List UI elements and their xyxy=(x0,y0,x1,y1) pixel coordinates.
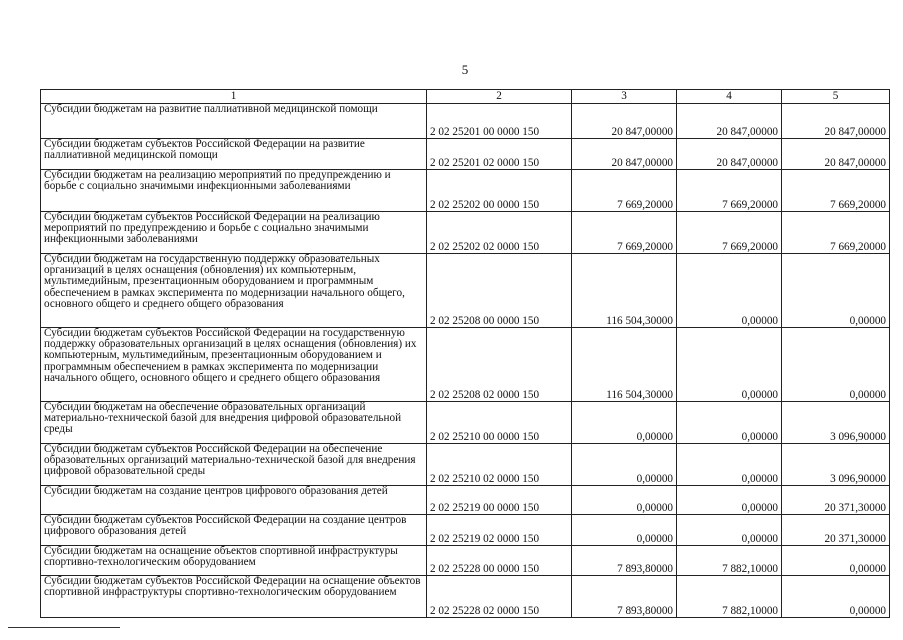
income-code-cell: 2 02 25202 02 0000 150 xyxy=(427,212,572,254)
income-code-cell: 2 02 25228 00 0000 150 xyxy=(427,546,572,576)
value-col3-cell: 7 669,20000 xyxy=(572,170,677,212)
value-col3-cell: 7 893,80000 xyxy=(572,546,677,576)
table-row xyxy=(41,104,890,139)
value-col5-cell: 20 847,00000 xyxy=(782,104,890,139)
income-name-cell: Субсидии бюджетам субъектов Российской Федерации на создание центров цифрового образования детей xyxy=(41,515,427,546)
income-name-cell: Субсидии бюджетам субъектов Российской Федерации на государственную поддержку образовательных организаций в целях оснащения (обновления) их компьютерным, мультимедийным, презентационным оборудованием и программным обеспечением в рамках эксперимента по модернизации начального общего, основного общего и среднего общего образования xyxy=(41,328,427,402)
value-col4-cell: 0,00000 xyxy=(677,515,782,546)
value-col3-cell: 7 893,80000 xyxy=(572,576,677,618)
value-col4-cell: 7 669,20000 xyxy=(677,212,782,254)
income-code-cell: 2 02 25208 00 0000 150 xyxy=(427,254,572,328)
table-row xyxy=(41,546,890,576)
footnote-divider xyxy=(8,627,120,628)
value-col5-cell: 0,00000 xyxy=(782,328,890,402)
value-col3-cell: 20 847,00000 xyxy=(572,104,677,139)
income-code-cell: 2 02 25208 02 0000 150 xyxy=(427,328,572,402)
page-number: 5 xyxy=(461,62,469,77)
income-code-cell: 2 02 25219 02 0000 150 xyxy=(427,515,572,546)
value-col4-cell: 7 669,20000 xyxy=(677,170,782,212)
table-row xyxy=(41,444,890,486)
value-col5-cell: 3 096,90000 xyxy=(782,444,890,486)
value-col5-cell: 3 096,90000 xyxy=(782,402,890,444)
table-row xyxy=(41,328,890,402)
value-col4-cell: 7 882,10000 xyxy=(677,546,782,576)
income-name-cell: Субсидии бюджетам субъектов Российской Федерации на реализацию мероприятий по предупреждению и борьбе с социально значимыми инфекционными заболеваниями xyxy=(41,212,427,254)
value-col3-cell: 116 504,30000 xyxy=(572,328,677,402)
income-code-cell: 2 02 25219 00 0000 150 xyxy=(427,486,572,515)
income-name-cell: Субсидии бюджетам субъектов Российской Федерации на развитие паллиативной медицинской помощи xyxy=(41,139,427,170)
table-row xyxy=(41,139,890,170)
table-row xyxy=(41,515,890,546)
value-col3-cell: 0,00000 xyxy=(572,402,677,444)
value-col3-cell: 0,00000 xyxy=(572,486,677,515)
value-col4-cell: 7 882,10000 xyxy=(677,576,782,618)
table-header-row xyxy=(41,90,890,104)
income-name-cell: Субсидии бюджетам на государственную поддержку образовательных организаций в целях оснащения (обновления) их компьютерным, мультимедийным, презентационным оборудованием и программным обеспечением в рамках эксперимента по модернизации начального общего, основного общего и среднего общего образования xyxy=(41,254,427,328)
table-row xyxy=(41,212,890,254)
column-header: 5 xyxy=(782,90,890,104)
income-name-cell: Субсидии бюджетам на развитие паллиативной медицинской помощи xyxy=(41,104,427,139)
column-header: 1 xyxy=(41,90,427,104)
value-col5-cell: 20 371,30000 xyxy=(782,486,890,515)
budget-table xyxy=(40,89,890,618)
value-col5-cell: 0,00000 xyxy=(782,546,890,576)
column-header: 3 xyxy=(572,90,677,104)
value-col5-cell: 20 847,00000 xyxy=(782,139,890,170)
table-row xyxy=(41,576,890,618)
income-name-cell: Субсидии бюджетам на оснащение объектов спортивной инфраструктуры спортивно-технологическим оборудованием xyxy=(41,546,427,576)
value-col3-cell: 0,00000 xyxy=(572,515,677,546)
income-name-cell: Субсидии бюджетам на обеспечение образовательных организаций материально-технической базой для внедрения цифровой образовательной среды xyxy=(41,402,427,444)
income-code-cell: 2 02 25201 02 0000 150 xyxy=(427,139,572,170)
column-header: 2 xyxy=(427,90,572,104)
value-col3-cell: 7 669,20000 xyxy=(572,212,677,254)
income-code-cell: 2 02 25210 00 0000 150 xyxy=(427,402,572,444)
table-row xyxy=(41,170,890,212)
income-code-cell: 2 02 25202 00 0000 150 xyxy=(427,170,572,212)
value-col4-cell: 20 847,00000 xyxy=(677,104,782,139)
value-col5-cell: 7 669,20000 xyxy=(782,212,890,254)
value-col4-cell: 0,00000 xyxy=(677,486,782,515)
income-code-cell: 2 02 25201 00 0000 150 xyxy=(427,104,572,139)
value-col4-cell: 0,00000 xyxy=(677,254,782,328)
value-col5-cell: 0,00000 xyxy=(782,576,890,618)
value-col3-cell: 116 504,30000 xyxy=(572,254,677,328)
value-col4-cell: 20 847,00000 xyxy=(677,139,782,170)
table-row xyxy=(41,486,890,515)
column-header: 4 xyxy=(677,90,782,104)
table-row xyxy=(41,402,890,444)
table-row xyxy=(41,254,890,328)
income-name-cell: Субсидии бюджетам на создание центров цифрового образования детей xyxy=(41,486,427,515)
value-col5-cell: 7 669,20000 xyxy=(782,170,890,212)
income-code-cell: 2 02 25210 02 0000 150 xyxy=(427,444,572,486)
value-col5-cell: 0,00000 xyxy=(782,254,890,328)
value-col4-cell: 0,00000 xyxy=(677,402,782,444)
income-name-cell: Субсидии бюджетам субъектов Российской Федерации на оснащение объектов спортивной инфраструктуры спортивно-технологическим оборудованием xyxy=(41,576,427,618)
value-col3-cell: 0,00000 xyxy=(572,444,677,486)
value-col4-cell: 0,00000 xyxy=(677,328,782,402)
value-col5-cell: 20 371,30000 xyxy=(782,515,890,546)
income-name-cell: Субсидии бюджетам субъектов Российской Федерации на обеспечение образовательных организаций материально-технической базой для внедрения цифровой образовательной среды xyxy=(41,444,427,486)
value-col4-cell: 0,00000 xyxy=(677,444,782,486)
value-col3-cell: 20 847,00000 xyxy=(572,139,677,170)
income-name-cell: Субсидии бюджетам на реализацию мероприятий по предупреждению и борьбе с социально значимыми инфекционными заболеваниями xyxy=(41,170,427,212)
income-code-cell: 2 02 25228 02 0000 150 xyxy=(427,576,572,618)
